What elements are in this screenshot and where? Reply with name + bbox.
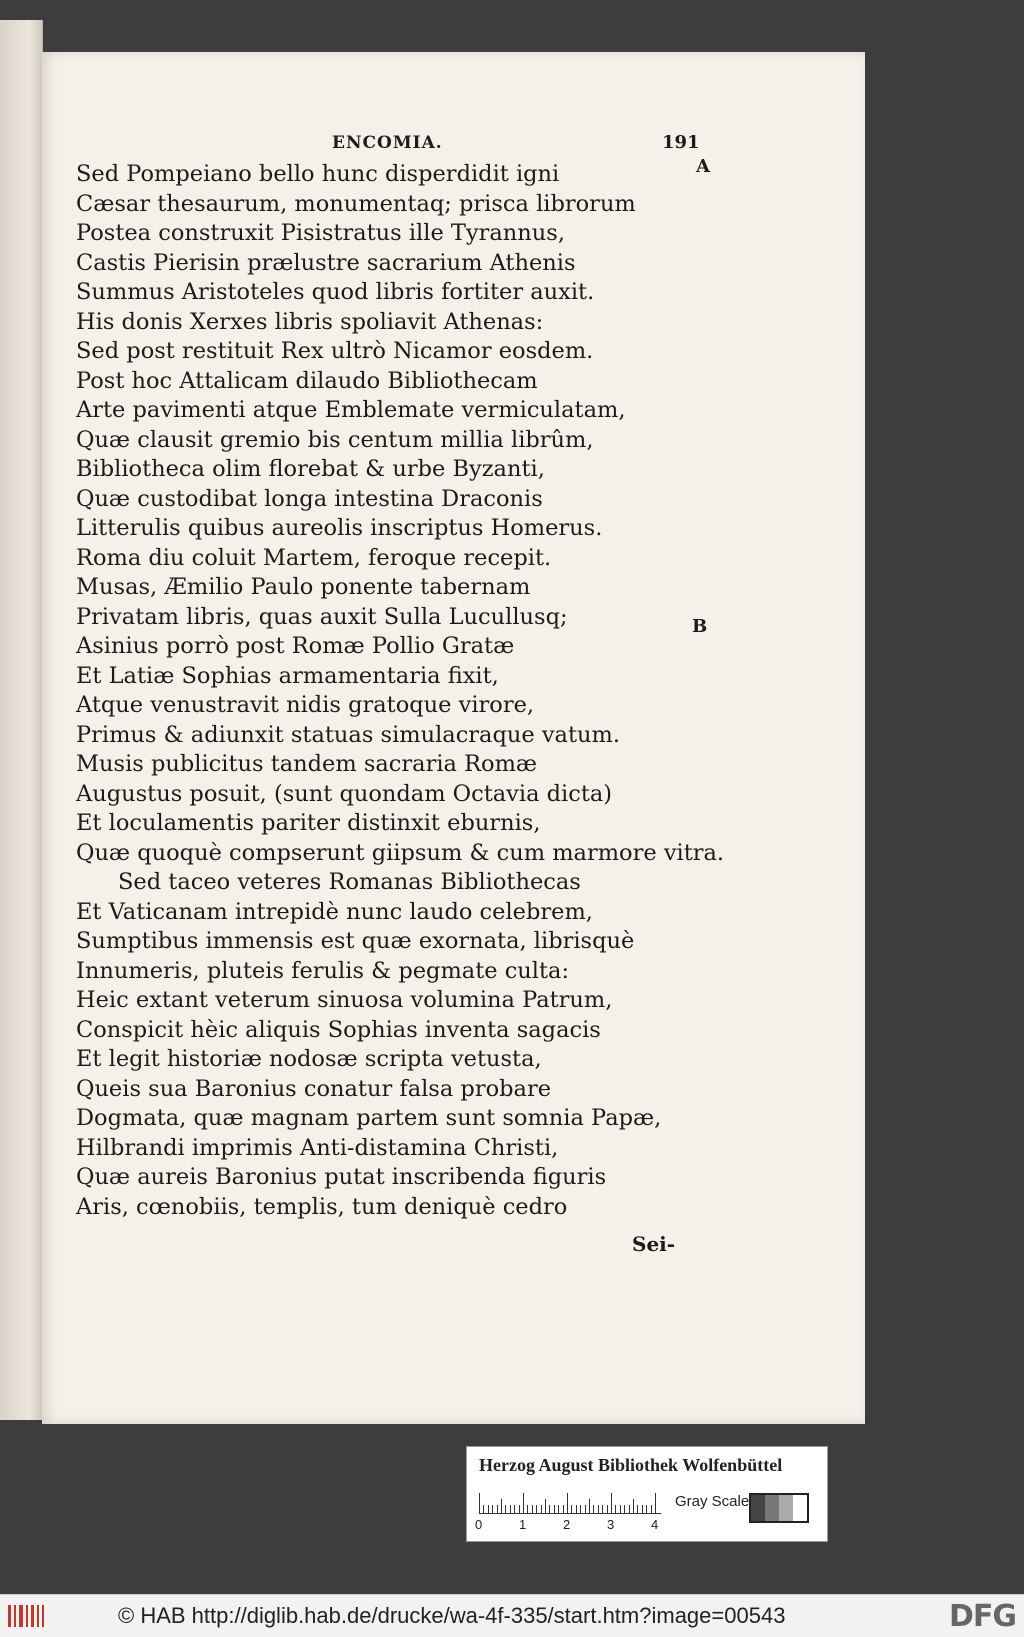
verse-line: Innumeris, pluteis ferulis & pegmate culta: [76,957,570,984]
book-page [42,52,865,1424]
verse-line: Et loculamentis pariter distinxit eburnis, [76,810,541,836]
stamp-title: Herzog August Bibliothek Wolfenbüttel [479,1455,783,1475]
verse-line: Quæ aureis Baronius putat inscribenda figuris [76,1164,607,1190]
verse-line: Bibliotheca olim florebat & urbe Byzanti, [76,456,545,482]
footer-bar [0,1594,1024,1637]
verse-line: Quæ clausit gremio bis centum millia librûm, [76,426,594,453]
ruler-tick [611,1493,612,1513]
ruler-tick [505,1505,506,1513]
ruler-tick [637,1505,638,1513]
verse-line: Quæ custodibat longa intestina Draconis [76,485,543,512]
ruler-tick [642,1505,643,1513]
verse-line: Sed taceo veteres Romanas Bibliothecas [118,869,581,895]
ruler-tick [479,1493,480,1513]
verse-text [76,160,725,1222]
ruler-tick [492,1505,493,1513]
verse-line: Asinius porrò post Romæ Pollio Gratæ [76,633,515,659]
barcode-icon [6,1601,46,1631]
verse-line: Summus Aristoteles quod libris fortiter auxit. [76,279,595,305]
verse-line: Cæsar thesaurum, monumentaq; prisca librorum [76,190,636,217]
ruler-tick [576,1505,577,1513]
verse-line: Sed post restituit Rex ultrò Nicamor eosdem. [76,338,594,364]
verse-line: Privatam libris, quas auxit Sulla Lucullusq; [76,603,568,630]
ruler-tick [549,1505,550,1513]
verse-line: Hilbrandi imprimis Anti-distamina Christi, [76,1134,559,1161]
ruler-tick [510,1505,511,1513]
verse-line: Atque venustravit nidis gratoque virore, [76,692,535,718]
ruler-tick [651,1505,652,1513]
ruler-tick [523,1493,524,1513]
ruler-tick [527,1505,528,1513]
ruler-tick [624,1505,625,1513]
verse-line: Quæ quoquè compserunt giipsum & cum marmore vitra. [76,839,725,866]
margin-mark-b: B [692,616,708,637]
library-stamp [466,1446,828,1542]
verse-line: Post hoc Attalicam dilaudo Bibliothecam [76,367,538,394]
ruler-tick [567,1493,568,1513]
ruler-tick [519,1505,520,1513]
verse-line: Primus & adiunxit statuas simulacraque vatum. [76,721,620,748]
ruler-labels [475,1517,675,1533]
verse-line: Musas, Æmilio Paulo ponente tabernam [76,574,531,600]
ruler-tick [497,1505,498,1513]
ruler-tick [655,1493,656,1513]
scale-ruler [479,1491,661,1514]
ruler-tick [563,1505,564,1513]
ruler-tick [554,1505,555,1513]
ruler-tick [633,1499,634,1513]
ruler-tick [646,1505,647,1513]
running-head: ENCOMIA. [332,133,443,153]
verse-line: Postea construxit Pisistratus ille Tyrannus, [76,220,565,246]
facing-page-edge [0,20,43,1420]
ruler-tick [501,1499,502,1513]
verse-line: Aris, cœnobiis, templis, tum deniquè cedro [76,1193,568,1220]
dfg-logo: DFG [948,1599,1016,1634]
ruler-label: 3 [607,1517,615,1532]
page-number: 191 [662,132,700,153]
ruler-tick [558,1505,559,1513]
verse-line: Augustus posuit, (sunt quondam Octavia dicta) [76,780,613,807]
ruler-tick [598,1505,599,1513]
ruler-tick [532,1505,533,1513]
verse-line: His donis Xerxes libris spoliavit Athenas: [76,308,544,335]
gray-scale-swatch [749,1493,809,1523]
verse-line: Heic extant veterum sinuosa volumina Patrum, [76,987,613,1013]
verse-line: Arte pavimenti atque Emblemate vermiculatam, [76,397,626,423]
ruler-label: 1 [519,1517,527,1532]
ruler-tick [483,1505,484,1513]
ruler-tick [580,1505,581,1513]
verse-line: Conspicit hèic aliquis Sophias inventa sagacis [76,1016,601,1043]
ruler-tick [585,1505,586,1513]
ruler-tick [593,1505,594,1513]
ruler-tick [620,1505,621,1513]
ruler-tick [514,1505,515,1513]
gray-scale-label: Gray Scale [675,1493,750,1510]
ruler-label: 0 [475,1517,483,1532]
ruler-tick [589,1499,590,1513]
verse-line: Sumptibus immensis est quæ exornata, librisquè [76,928,635,954]
verse-line: Queis sua Baronius conatur falsa probare [76,1075,552,1102]
ruler-tick [541,1505,542,1513]
verse-line: Litterulis quibus aureolis inscriptus Homerus. [76,515,603,541]
verse-line: Castis Pierisin prælustre sacrarium Athenis [76,249,576,276]
verse-line: Et Vaticanam intrepidè nunc laudo celebrem, [76,898,593,925]
ruler-label: 4 [651,1517,659,1532]
ruler-tick [545,1499,546,1513]
ruler-label: 2 [563,1517,571,1532]
ruler-tick [571,1505,572,1513]
citation-link[interactable]: © HAB http://diglib.hab.de/drucke/wa-4f-335/start.htm?image=00543 [118,1603,786,1628]
verse-line: Musis publicitus tandem sacraria Romæ [76,751,538,777]
ruler-tick [607,1505,608,1513]
ruler-tick [602,1505,603,1513]
ruler-tick [629,1505,630,1513]
verse-line: Sed Pompeiano bello hunc disperdidit igni [76,161,560,187]
ruler-tick [536,1505,537,1513]
ruler-tick [615,1505,616,1513]
verse-line: Et Latiæ Sophias armamentaria fixit, [76,662,499,689]
verse-line: Et legit historiæ nodosæ scripta vetusta, [76,1046,542,1072]
verse-line: Roma diu coluit Martem, feroque recepit. [76,544,552,571]
ruler-tick [488,1505,489,1513]
margin-mark-a: A [696,156,710,177]
verse-line: Dogmata, quæ magnam partem sunt somnia Papæ, [76,1105,662,1131]
catchword: Sei- [632,1232,676,1256]
